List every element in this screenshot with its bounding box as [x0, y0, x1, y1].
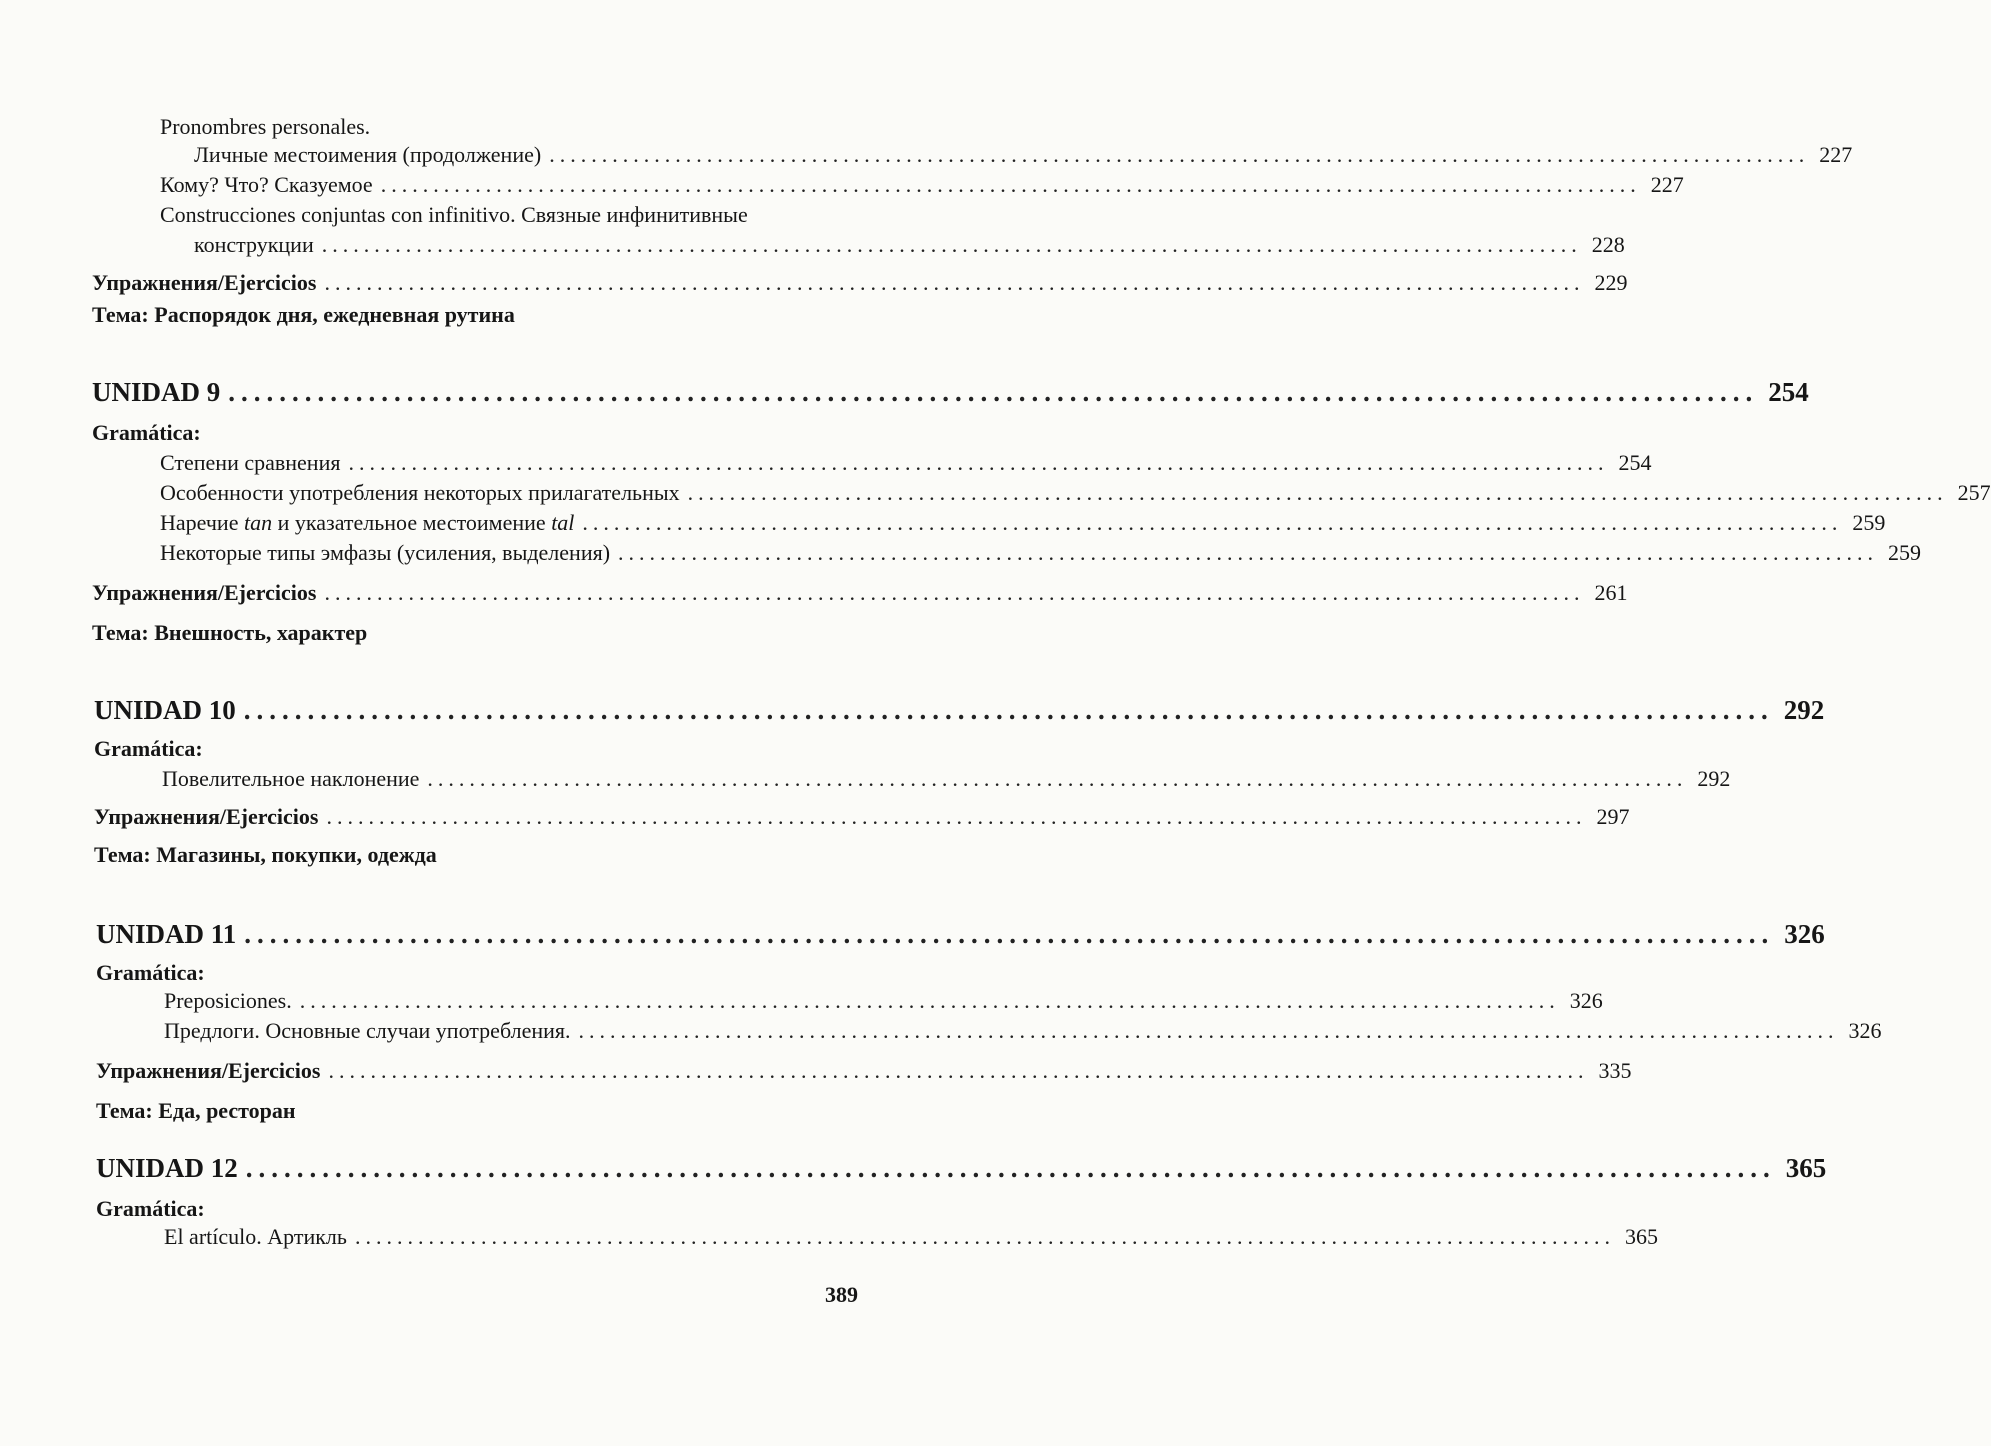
- entry-text: Предлоги. Основные случаи употребления.: [164, 1018, 571, 1043]
- unit-title: UNIDAD 10: [94, 695, 236, 725]
- toc-entry[interactable]: [164, 1222, 1658, 1252]
- section-label: Gramática:: [92, 420, 201, 445]
- entry-text: Pronombres personales.: [160, 114, 371, 139]
- dot-leader: ........................................................................................................................: [582, 510, 1843, 535]
- gramatica-label-9: [92, 418, 860, 448]
- entry-text: Упражнения/Ejercicios: [92, 270, 317, 295]
- toc-entry-pronombres-title: [160, 112, 860, 142]
- page-number: 365: [1785, 1153, 1827, 1183]
- topic-text: Тема: Распорядок дня, ежедневная рутина: [92, 302, 515, 327]
- entry-text: Упражнения/Ejercicios: [92, 580, 317, 605]
- dot-leader: ........................................................................................................................: [243, 695, 1774, 725]
- entry-text: Preposiciones.: [164, 988, 292, 1013]
- entry-text: Повелительное наклонение: [162, 766, 420, 791]
- page-number: 259: [1852, 510, 1886, 535]
- topic-11: [96, 1096, 860, 1126]
- toc-entry-construcciones-title: [160, 200, 860, 230]
- page-number: 292: [1783, 695, 1825, 725]
- dot-leader: ........................................................................................................................: [244, 919, 1775, 949]
- entry-text: Степени сравнения: [160, 450, 341, 475]
- entry-text-part: и указательное местоимение: [272, 510, 552, 535]
- page-number: 297: [1596, 804, 1630, 829]
- toc-entry[interactable]: [160, 508, 1886, 538]
- dot-leader: ........................................................................................................................: [618, 540, 1879, 565]
- dot-leader: ........................................................................................................................: [299, 988, 1560, 1013]
- toc-entry[interactable]: [164, 986, 1603, 1016]
- page-number: 326: [1569, 988, 1603, 1013]
- toc-entry-pronombres[interactable]: [194, 140, 1853, 170]
- page-number: 365: [1624, 1224, 1658, 1249]
- topic-text: Тема: Магазины, покупки, одежда: [94, 842, 437, 867]
- dot-leader: ........................................................................................................................: [324, 580, 1585, 605]
- entry-text: Кому? Что? Сказуемое: [160, 172, 373, 197]
- page-number: 227: [1819, 142, 1853, 167]
- entry-text-part: Наречие: [160, 510, 244, 535]
- dot-leader: ........................................................................................................................: [326, 804, 1587, 829]
- entry-text: конструкции: [194, 232, 314, 257]
- page-number: 227: [1650, 172, 1684, 197]
- unit-11-heading[interactable]: [96, 916, 1825, 952]
- toc-entry-exercises-10[interactable]: [94, 802, 1630, 832]
- dot-leader: ........................................................................................................................: [245, 1153, 1776, 1183]
- section-label: Gramática:: [94, 736, 203, 761]
- entry-text: Некоторые типы эмфазы (усиления, выделения): [160, 540, 611, 565]
- entry-text: Особенности употребления некоторых прилагательных: [160, 480, 680, 505]
- toc-entry-exercises-9[interactable]: [92, 578, 1628, 608]
- entry-text: [160, 508, 574, 538]
- toc-entry-construcciones[interactable]: [194, 230, 1625, 260]
- toc-entry[interactable]: [162, 764, 1731, 794]
- entry-text: Упражнения/Ejercicios: [94, 804, 319, 829]
- dot-leader: ........................................................................................................................: [687, 480, 1948, 505]
- gramatica-label-11: [96, 958, 860, 988]
- dot-leader: ........................................................................................................................: [321, 232, 1582, 257]
- dot-leader: ........................................................................................................................: [324, 270, 1585, 295]
- toc-entry[interactable]: [160, 478, 1991, 508]
- entry-text: El artículo. Артикль: [164, 1224, 347, 1249]
- dot-leader: ........................................................................................................................: [228, 377, 1759, 407]
- page-number: 229: [1594, 270, 1628, 295]
- page-number: 257: [1957, 480, 1991, 505]
- topic-text: Тема: Внешность, характер: [92, 620, 368, 645]
- unit-12-heading[interactable]: [96, 1150, 1827, 1186]
- unit-title: UNIDAD 12: [96, 1153, 238, 1183]
- page-number: 335: [1598, 1058, 1632, 1083]
- dot-leader: ........................................................................................................................: [348, 450, 1609, 475]
- gramatica-label-12: [96, 1194, 860, 1224]
- unit-9-heading[interactable]: [92, 374, 1809, 410]
- entry-text: Упражнения/Ejercicios: [96, 1058, 321, 1083]
- topic-9: [92, 618, 860, 648]
- topic-8: [92, 300, 860, 330]
- topic-text: Тема: Еда, ресторан: [96, 1098, 296, 1123]
- entry-text-italic: tal: [551, 510, 575, 535]
- toc-entry-exercises-8[interactable]: [92, 268, 1628, 298]
- dot-leader: ........................................................................................................................: [354, 1224, 1615, 1249]
- page-number: 261: [1594, 580, 1628, 605]
- dot-leader: ........................................................................................................................: [549, 142, 1810, 167]
- page-footer-number: [825, 1280, 858, 1310]
- section-label: Gramática:: [96, 1196, 205, 1221]
- dot-leader: ........................................................................................................................: [380, 172, 1641, 197]
- gramatica-label-10: [94, 734, 860, 764]
- toc-entry[interactable]: [164, 1016, 1882, 1046]
- unit-10-heading[interactable]: [94, 692, 1825, 728]
- toc-entry-komu[interactable]: [160, 170, 1684, 200]
- page-number: 389: [825, 1282, 858, 1307]
- page-number: 228: [1591, 232, 1625, 257]
- toc-entry[interactable]: [160, 538, 1922, 568]
- topic-10: [94, 840, 860, 870]
- page-number: 254: [1618, 450, 1652, 475]
- page-number: 254: [1768, 377, 1809, 407]
- page-number: 326: [1784, 919, 1825, 949]
- dot-leader: ........................................................................................................................: [427, 766, 1688, 791]
- page-number: 259: [1888, 540, 1922, 565]
- entry-text-italic: tan: [243, 510, 273, 535]
- dot-leader: ........................................................................................................................: [578, 1018, 1839, 1043]
- unit-title: UNIDAD 11: [96, 919, 237, 949]
- entry-text: Construcciones conjuntas con infinitivo. Связные инфинитивные: [160, 202, 748, 227]
- dot-leader: ........................................................................................................................: [328, 1058, 1589, 1083]
- section-label: Gramática:: [96, 960, 205, 985]
- page-number: 326: [1848, 1018, 1882, 1043]
- unit-title: UNIDAD 9: [92, 377, 221, 407]
- toc-entry-exercises-11[interactable]: [96, 1056, 1632, 1086]
- entry-text: Личные местоимения (продолжение): [194, 142, 542, 167]
- toc-entry[interactable]: [160, 448, 1652, 478]
- page-number: 292: [1697, 766, 1731, 791]
